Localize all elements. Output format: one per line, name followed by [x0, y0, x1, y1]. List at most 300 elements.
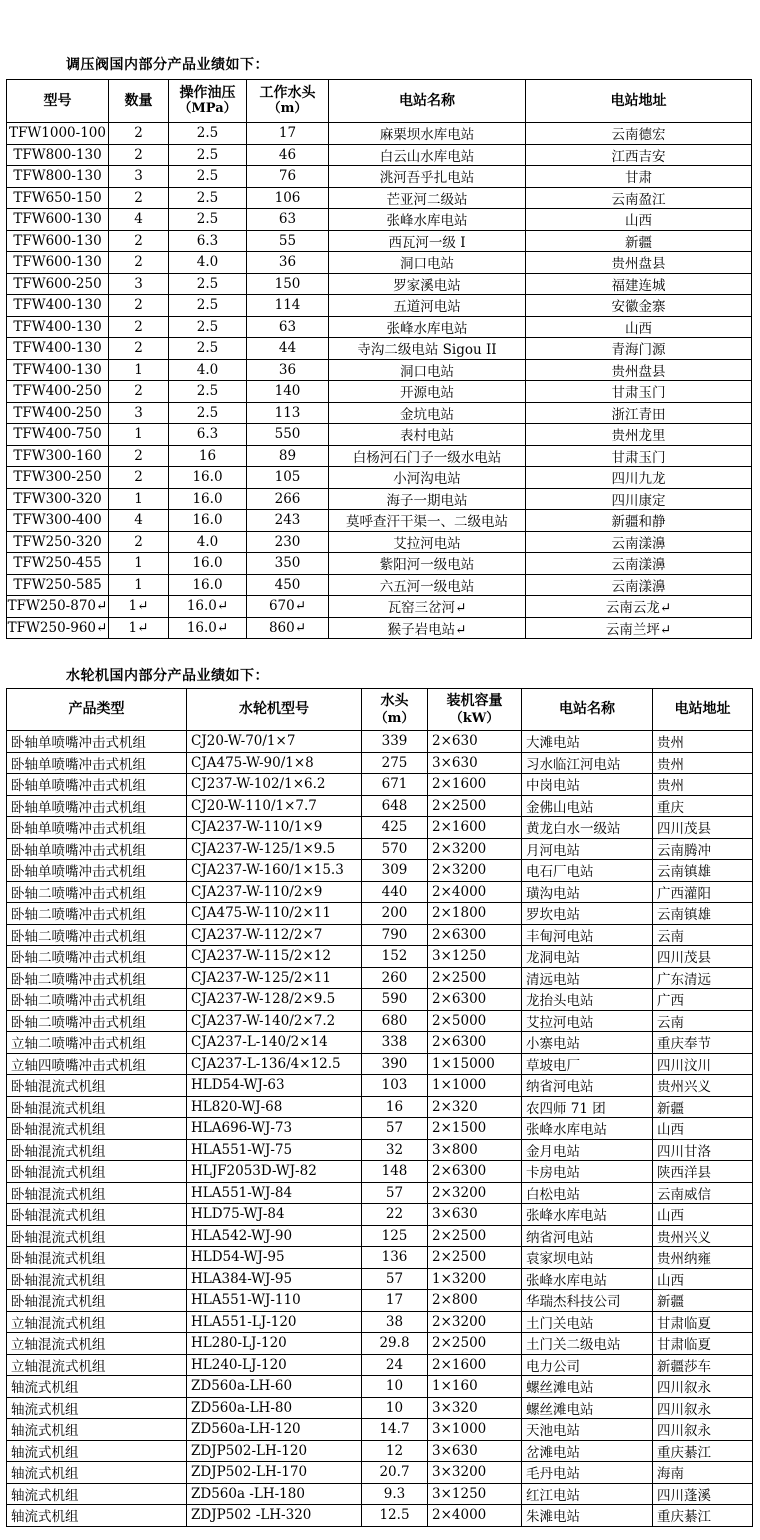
- table-row: [7, 209, 752, 231]
- cell-type: 卧轴混流式机组: [7, 1247, 187, 1269]
- cell-station: 芒亚河二级站: [329, 187, 526, 209]
- cell-model: TFW300-400: [7, 510, 109, 532]
- header-capacity: 装机容量 （kW）: [428, 689, 522, 731]
- cell-location: 山西: [526, 209, 752, 231]
- cell-head: 29.8: [362, 1333, 428, 1355]
- cell-head: 200: [362, 903, 428, 925]
- cell-head: 9.3: [362, 1483, 428, 1505]
- cell-station: 罗坎电站: [522, 903, 653, 925]
- cell-head: 140: [247, 381, 329, 403]
- cell-station: 小寨电站: [522, 1032, 653, 1054]
- cell-head: 57: [362, 1118, 428, 1140]
- cell-location: 山西: [526, 316, 752, 338]
- cell-capacity: 2×1600: [428, 774, 522, 796]
- cell-head: 57: [362, 1182, 428, 1204]
- cell-location: 四川叙永: [653, 1419, 753, 1441]
- cell-pressure: 6.3: [169, 424, 247, 446]
- cell-station: 开源电站: [329, 381, 526, 403]
- cell-location: 新疆: [526, 230, 752, 252]
- cell-type: 卧轴二喷嘴冲击式机组: [7, 924, 187, 946]
- cell-qty: 2: [109, 316, 169, 338]
- header-location: 电站地址: [526, 80, 752, 123]
- cell-location: 贵州纳雍: [653, 1247, 753, 1269]
- cell-model: HLA551-LJ-120: [187, 1311, 362, 1333]
- cell-location: 新疆: [653, 1290, 753, 1312]
- cell-qty: 2: [109, 338, 169, 360]
- cell-head: 63: [247, 209, 329, 231]
- cell-location: 青海门源: [526, 338, 752, 360]
- cell-location: 贵州兴义: [653, 1075, 753, 1097]
- cell-capacity: 2×1500: [428, 1118, 522, 1140]
- table-row: [7, 1354, 753, 1376]
- table-row: [7, 774, 753, 796]
- table-row: [7, 144, 752, 166]
- cell-type: 卧轴单喷嘴冲击式机组: [7, 817, 187, 839]
- cell-model: TFW250-870↵: [7, 596, 109, 618]
- table-row: [7, 553, 752, 575]
- cell-type: 卧轴二喷嘴冲击式机组: [7, 903, 187, 925]
- table-row: [7, 967, 753, 989]
- cell-qty: 2: [109, 230, 169, 252]
- cell-station: 海子一期电站: [329, 488, 526, 510]
- cell-station: 金月电站: [522, 1139, 653, 1161]
- cell-model: HLD54-WJ-63: [187, 1075, 362, 1097]
- cell-type: 轴流式机组: [7, 1419, 187, 1441]
- table-row: [7, 903, 753, 925]
- cell-qty: 4: [109, 510, 169, 532]
- table-row: [7, 752, 753, 774]
- header-turbine-location: 电站地址: [653, 689, 753, 731]
- valve-section-title: 调压阀国内部分产品业绩如下：: [66, 57, 269, 73]
- cell-station: 土门关二级电站: [522, 1333, 653, 1355]
- cell-type: 立轴混流式机组: [7, 1354, 187, 1376]
- table-row: [7, 946, 753, 968]
- cell-pressure: 16.0↵: [169, 596, 247, 618]
- cell-head: 150: [247, 273, 329, 295]
- cell-location: 甘肃玉门: [526, 445, 752, 467]
- cell-capacity: 2×630: [428, 731, 522, 753]
- cell-model: CJA237-W-125/1×9.5: [187, 838, 362, 860]
- cell-location: 甘肃临夏: [653, 1311, 753, 1333]
- cell-head: 152: [362, 946, 428, 968]
- cell-pressure: 2.5: [169, 166, 247, 188]
- cell-model: CJA237-L-136/4×12.5: [187, 1053, 362, 1075]
- cell-capacity: 3×800: [428, 1139, 522, 1161]
- cell-head: 113: [247, 402, 329, 424]
- cell-pressure: 2.5: [169, 144, 247, 166]
- cell-model: CJ20-W-70/1×7: [187, 731, 362, 753]
- table-row: [7, 467, 752, 489]
- cell-model: TFW600-130: [7, 209, 109, 231]
- cell-model: TFW400-130: [7, 338, 109, 360]
- cell-capacity: 2×6300: [428, 989, 522, 1011]
- cell-station: 电力公司: [522, 1354, 653, 1376]
- cell-type: 卧轴混流式机组: [7, 1118, 187, 1140]
- cell-model: ZD560a-LH-80: [187, 1397, 362, 1419]
- cell-location: 广西: [653, 989, 753, 1011]
- table-row: [7, 1139, 753, 1161]
- cell-head: 440: [362, 881, 428, 903]
- cell-model: TFW300-160: [7, 445, 109, 467]
- cell-qty: 2: [109, 445, 169, 467]
- cell-type: 立轴混流式机组: [7, 1311, 187, 1333]
- cell-model: TFW300-320: [7, 488, 109, 510]
- cell-capacity: 3×1250: [428, 1483, 522, 1505]
- cell-capacity: 2×3200: [428, 860, 522, 882]
- table-row: [7, 1010, 753, 1032]
- cell-model: TFW250-455: [7, 553, 109, 575]
- cell-head: 46: [247, 144, 329, 166]
- cell-model: ZD560a-LH-60: [187, 1376, 362, 1398]
- cell-location: 海南: [653, 1462, 753, 1484]
- cell-qty: 1↵: [109, 596, 169, 618]
- cell-head: 338: [362, 1032, 428, 1054]
- cell-type: 卧轴二喷嘴冲击式机组: [7, 881, 187, 903]
- cell-location: 云南腾冲: [653, 838, 753, 860]
- cell-location: 四川九龙: [526, 467, 752, 489]
- cell-location: 山西: [653, 1268, 753, 1290]
- cell-type: 轴流式机组: [7, 1505, 187, 1527]
- cell-location: 新疆: [653, 1096, 753, 1118]
- cell-location: 云南兰坪↵: [526, 617, 752, 639]
- table-row: [7, 1075, 753, 1097]
- table-row: [7, 295, 752, 317]
- cell-station: 张峰水库电站: [329, 316, 526, 338]
- cell-model: CJ237-W-102/1×6.2: [187, 774, 362, 796]
- cell-station: 卡房电站: [522, 1161, 653, 1183]
- cell-pressure: 2.5: [169, 402, 247, 424]
- cell-head: 10: [362, 1397, 428, 1419]
- cell-model: HLA696-WJ-73: [187, 1118, 362, 1140]
- cell-station: 电石厂电站: [522, 860, 653, 882]
- cell-location: 山西: [653, 1118, 753, 1140]
- cell-qty: 1: [109, 424, 169, 446]
- cell-location: 浙江青田: [526, 402, 752, 424]
- cell-station: 璜沟电站: [522, 881, 653, 903]
- cell-location: 广东清远: [653, 967, 753, 989]
- cell-head: 570: [362, 838, 428, 860]
- cell-model: TFW400-750: [7, 424, 109, 446]
- cell-head: 350: [247, 553, 329, 575]
- cell-pressure: 2.5: [169, 338, 247, 360]
- cell-station: 土门关电站: [522, 1311, 653, 1333]
- cell-capacity: 1×1000: [428, 1075, 522, 1097]
- cell-location: 甘肃玉门: [526, 381, 752, 403]
- table-row: [7, 1376, 753, 1398]
- cell-pressure: 4.0: [169, 359, 247, 381]
- cell-model: CJA237-W-125/2×11: [187, 967, 362, 989]
- table-row: [7, 1311, 753, 1333]
- cell-model: TFW600-250: [7, 273, 109, 295]
- cell-qty: 3: [109, 273, 169, 295]
- cell-model: HLA551-WJ-110: [187, 1290, 362, 1312]
- cell-qty: 4: [109, 209, 169, 231]
- cell-station: 艾拉河电站: [522, 1010, 653, 1032]
- cell-type: 卧轴混流式机组: [7, 1161, 187, 1183]
- cell-location: 云南盈江: [526, 187, 752, 209]
- cell-station: 黄龙白水一级站: [522, 817, 653, 839]
- cell-model: TFW300-250: [7, 467, 109, 489]
- cell-station: 张峰水库电站: [522, 1268, 653, 1290]
- cell-station: 张峰水库电站: [329, 209, 526, 231]
- cell-head: 648: [362, 795, 428, 817]
- cell-location: 贵州: [653, 731, 753, 753]
- cell-qty: 1: [109, 553, 169, 575]
- cell-station: 龙洞电站: [522, 946, 653, 968]
- cell-head: 230: [247, 531, 329, 553]
- header-pressure: 操作油压 （MPa）: [169, 80, 247, 123]
- cell-station: 张峰水库电站: [522, 1204, 653, 1226]
- cell-model: CJ20-W-110/1×7.7: [187, 795, 362, 817]
- table-row: [7, 531, 752, 553]
- cell-qty: 1: [109, 574, 169, 596]
- table-row: [7, 1462, 753, 1484]
- table-row: [7, 1333, 753, 1355]
- cell-station: 洞口电站: [329, 359, 526, 381]
- cell-location: 江西吉安: [526, 144, 752, 166]
- table-row: [7, 1032, 753, 1054]
- cell-station: 张峰水库电站: [522, 1118, 653, 1140]
- cell-capacity: 3×1250: [428, 946, 522, 968]
- cell-location: 四川叙永: [653, 1376, 753, 1398]
- cell-type: 轴流式机组: [7, 1462, 187, 1484]
- cell-station: 艾拉河电站: [329, 531, 526, 553]
- cell-pressure: 2.5: [169, 316, 247, 338]
- cell-capacity: 1×160: [428, 1376, 522, 1398]
- cell-capacity: 1×3200: [428, 1268, 522, 1290]
- table-row: [7, 338, 752, 360]
- header-type: 产品类型: [7, 689, 187, 731]
- cell-location: 四川甘洛: [653, 1139, 753, 1161]
- table-row: [7, 273, 752, 295]
- cell-station: 西瓦河一级 I: [329, 230, 526, 252]
- valve-table-header: [7, 80, 752, 123]
- valve-performance-table: [6, 79, 752, 639]
- cell-type: 卧轴混流式机组: [7, 1204, 187, 1226]
- cell-location: 四川蓬溪: [653, 1483, 753, 1505]
- cell-qty: 2: [109, 144, 169, 166]
- cell-capacity: 2×4000: [428, 881, 522, 903]
- cell-head: 105: [247, 467, 329, 489]
- table-row: [7, 989, 753, 1011]
- cell-head: 20.7: [362, 1462, 428, 1484]
- cell-head: 17: [362, 1290, 428, 1312]
- cell-capacity: 2×1800: [428, 903, 522, 925]
- cell-capacity: 3×630: [428, 752, 522, 774]
- cell-head: 14.7: [362, 1419, 428, 1441]
- cell-location: 安徽金寨: [526, 295, 752, 317]
- cell-station: 农四师 71 团: [522, 1096, 653, 1118]
- cell-location: 重庆: [653, 795, 753, 817]
- cell-model: CJA237-W-110/2×9: [187, 881, 362, 903]
- cell-type: 卧轴混流式机组: [7, 1182, 187, 1204]
- cell-location: 重庆綦江: [653, 1505, 753, 1527]
- cell-location: 云南威信: [653, 1182, 753, 1204]
- table-row: [7, 166, 752, 188]
- table-row: [7, 881, 753, 903]
- table-row: [7, 359, 752, 381]
- table-row: [7, 1483, 753, 1505]
- table-row: [7, 445, 752, 467]
- cell-capacity: 2×2500: [428, 1333, 522, 1355]
- table-row: [7, 381, 752, 403]
- cell-capacity: 3×630: [428, 1440, 522, 1462]
- cell-head: 76: [247, 166, 329, 188]
- cell-type: 卧轴混流式机组: [7, 1139, 187, 1161]
- cell-model: CJA237-W-115/2×12: [187, 946, 362, 968]
- cell-qty: 2: [109, 252, 169, 274]
- cell-station: 白云山水库电站: [329, 144, 526, 166]
- cell-capacity: 3×1000: [428, 1419, 522, 1441]
- cell-station: 金坑电站: [329, 402, 526, 424]
- cell-model: TFW1000-100: [7, 123, 109, 145]
- cell-station: 纳省河电站: [522, 1225, 653, 1247]
- cell-station: 洞口电站: [329, 252, 526, 274]
- cell-capacity: 2×6300: [428, 924, 522, 946]
- cell-type: 卧轴二喷嘴冲击式机组: [7, 967, 187, 989]
- cell-qty: 2: [109, 295, 169, 317]
- cell-head: 243: [247, 510, 329, 532]
- header-head: 工作水头 （m）: [247, 80, 329, 123]
- cell-model: HL240-LJ-120: [187, 1354, 362, 1376]
- table-row: [7, 1419, 753, 1441]
- cell-location: 甘肃临夏: [653, 1333, 753, 1355]
- cell-pressure: 2.5: [169, 187, 247, 209]
- cell-station: 岔滩电站: [522, 1440, 653, 1462]
- cell-type: 卧轴二喷嘴冲击式机组: [7, 989, 187, 1011]
- cell-location: 贵州盘县: [526, 252, 752, 274]
- cell-station: 红江电站: [522, 1483, 653, 1505]
- cell-station: 罗家溪电站: [329, 273, 526, 295]
- table-row: [7, 1096, 753, 1118]
- cell-capacity: 2×2500: [428, 967, 522, 989]
- cell-type: 卧轴混流式机组: [7, 1075, 187, 1097]
- cell-model: CJA237-W-112/2×7: [187, 924, 362, 946]
- cell-head: 89: [247, 445, 329, 467]
- cell-type: 轴流式机组: [7, 1397, 187, 1419]
- cell-location: 四川汶川: [653, 1053, 753, 1075]
- cell-station: 袁家坝电站: [522, 1247, 653, 1269]
- cell-model: HLA551-WJ-75: [187, 1139, 362, 1161]
- cell-type: 卧轴混流式机组: [7, 1225, 187, 1247]
- cell-head: 670↵: [247, 596, 329, 618]
- cell-location: 贵州兴义: [653, 1225, 753, 1247]
- cell-capacity: 3×630: [428, 1204, 522, 1226]
- cell-qty: 1: [109, 488, 169, 510]
- cell-station: 华瑞杰科技公司: [522, 1290, 653, 1312]
- cell-location: 云南漾濞: [526, 553, 752, 575]
- table-row: [7, 1440, 753, 1462]
- table-row: [7, 510, 752, 532]
- cell-location: 重庆綦江: [653, 1440, 753, 1462]
- cell-location: 云南云龙↵: [526, 596, 752, 618]
- turbine-table-header: [7, 689, 753, 731]
- cell-station: 小河沟电站: [329, 467, 526, 489]
- cell-station: 螺丝滩电站: [522, 1376, 653, 1398]
- cell-head: 106: [247, 187, 329, 209]
- table-row: [7, 1247, 753, 1269]
- cell-pressure: 16.0: [169, 553, 247, 575]
- cell-head: 38: [362, 1311, 428, 1333]
- cell-model: CJA237-W-128/2×9.5: [187, 989, 362, 1011]
- cell-station: 大滩电站: [522, 731, 653, 753]
- cell-location: 贵州: [653, 752, 753, 774]
- cell-model: ZDJP502 -LH-320: [187, 1505, 362, 1527]
- cell-location: 四川叙永: [653, 1397, 753, 1419]
- table-row: [7, 1505, 753, 1527]
- cell-qty: 1: [109, 359, 169, 381]
- cell-qty: 2: [109, 381, 169, 403]
- cell-qty: 2: [109, 187, 169, 209]
- table-row: [7, 574, 752, 596]
- cell-head: 63: [247, 316, 329, 338]
- cell-type: 立轴混流式机组: [7, 1333, 187, 1355]
- cell-location: 陕西洋县: [653, 1161, 753, 1183]
- table-row: [7, 1290, 753, 1312]
- cell-model: CJA237-L-140/2×14: [187, 1032, 362, 1054]
- cell-head: 12.5: [362, 1505, 428, 1527]
- cell-model: CJA237-W-110/1×9: [187, 817, 362, 839]
- cell-type: 卧轴二喷嘴冲击式机组: [7, 946, 187, 968]
- table-row: [7, 924, 753, 946]
- cell-type: 卧轴混流式机组: [7, 1268, 187, 1290]
- cell-model: HL280-LJ-120: [187, 1333, 362, 1355]
- cell-model: HLD75-WJ-84: [187, 1204, 362, 1226]
- cell-head: 57: [362, 1268, 428, 1290]
- cell-station: 五道河电站: [329, 295, 526, 317]
- cell-qty: 3: [109, 166, 169, 188]
- cell-station: 习水临江河电站: [522, 752, 653, 774]
- cell-capacity: 2×6300: [428, 1161, 522, 1183]
- cell-station: 白杨河石门子一级水电站: [329, 445, 526, 467]
- cell-head: 24: [362, 1354, 428, 1376]
- cell-location: 云南镇雄: [653, 860, 753, 882]
- table-row: [7, 1182, 753, 1204]
- cell-qty: 2: [109, 531, 169, 553]
- cell-station: 毛丹电站: [522, 1462, 653, 1484]
- cell-head: 390: [362, 1053, 428, 1075]
- cell-station: 螺丝滩电站: [522, 1397, 653, 1419]
- cell-pressure: 6.3: [169, 230, 247, 252]
- table-row: [7, 1268, 753, 1290]
- cell-head: 114: [247, 295, 329, 317]
- cell-capacity: 2×2500: [428, 1247, 522, 1269]
- cell-station: 草坡电厂: [522, 1053, 653, 1075]
- cell-head: 590: [362, 989, 428, 1011]
- cell-capacity: 2×1600: [428, 1354, 522, 1376]
- cell-type: 卧轴单喷嘴冲击式机组: [7, 752, 187, 774]
- cell-model: TFW650-150: [7, 187, 109, 209]
- cell-head: 36: [247, 252, 329, 274]
- cell-head: 275: [362, 752, 428, 774]
- cell-model: ZDJP502-LH-170: [187, 1462, 362, 1484]
- cell-pressure: 16.0: [169, 488, 247, 510]
- cell-location: 云南: [653, 1010, 753, 1032]
- cell-station: 朱滩电站: [522, 1505, 653, 1527]
- cell-model: TFW800-130: [7, 166, 109, 188]
- cell-pressure: 16: [169, 445, 247, 467]
- cell-location: 云南漾濞: [526, 531, 752, 553]
- cell-location: 重庆奉节: [653, 1032, 753, 1054]
- cell-location: 甘肃: [526, 166, 752, 188]
- cell-location: 新疆和静: [526, 510, 752, 532]
- cell-pressure: 4.0: [169, 531, 247, 553]
- cell-model: CJA237-W-160/1×15.3: [187, 860, 362, 882]
- cell-station: 寺沟二级电站 Sigou II: [329, 338, 526, 360]
- cell-model: ZDJP502-LH-120: [187, 1440, 362, 1462]
- table-row: [7, 1053, 753, 1075]
- cell-station: 麻栗坝水库电站: [329, 123, 526, 145]
